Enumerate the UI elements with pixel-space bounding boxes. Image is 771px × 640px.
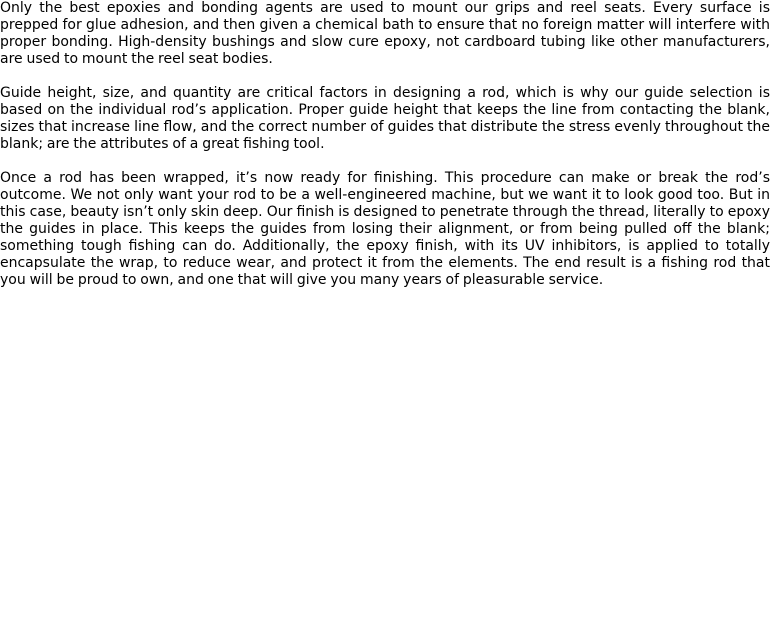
paragraph-adhesion: Only the best epoxies and bonding agents are used to mount our grips and reel seats. Every surface is prepped for glue adhesion, and then given a chemical bath to ensure that no foreign matter will interfere with proper bonding. High-density bushings and slow cure epoxy, not cardboard tubing like other manufacturers, are used to mount the reel seat bodies. (0, 0, 770, 67)
paragraph-guides: Guide height, size, and quantity are critical factors in designing a rod, which is why our guide selection is based on the individual rod’s application. Proper guide height that keeps the line from contacting the blank, sizes that increase line flow, and the correct number of guides that distribute the stress evenly throughout the blank; are the attributes of a great fishing tool. (0, 85, 770, 152)
paragraph-finishing: Once a rod has been wrapped, it’s now ready for finishing. This procedure can make or break the rod’s outcome. We not only want your rod to be a well-engineered machine, but we want it to look good too. But in this case, beauty isn’t only skin deep. Our finish is designed to penetrate through the thread, literally to epoxy the guides in place. This keeps the guides from losing their alignment, or from being pulled off the blank; something tough fishing can do. Additionally, the epoxy finish, with its UV inhibitors, is applied to totally encapsulate the wrap, to reduce wear, and protect it from the elements. The end result is a fishing rod that you will be proud to own, and one that will give you many years of pleasurable service. (0, 170, 770, 288)
document-body (0, 0, 770, 306)
